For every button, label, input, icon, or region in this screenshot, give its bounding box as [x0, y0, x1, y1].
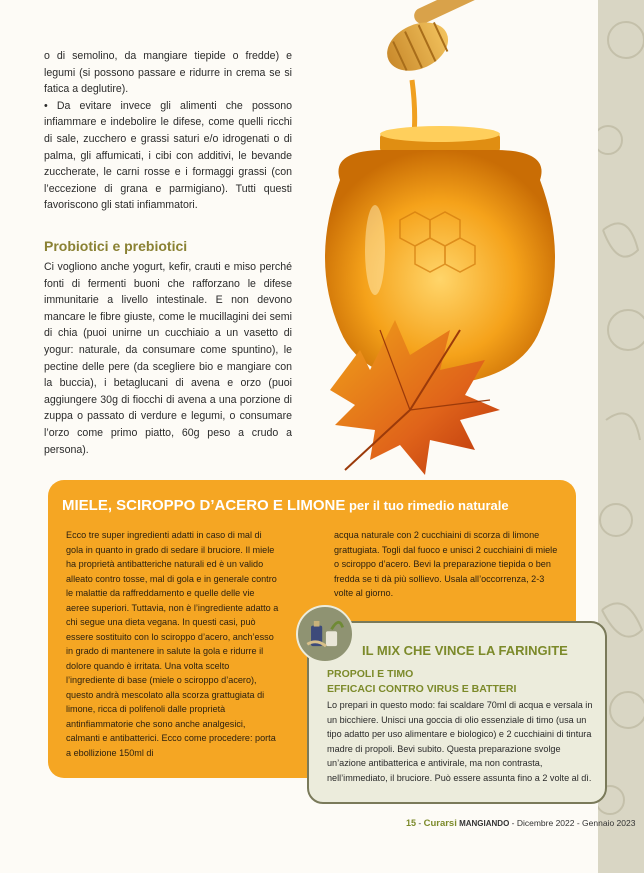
mix-box-title: IL MIX CHE VINCE LA FARINGITE — [362, 643, 568, 658]
page-footer — [406, 818, 635, 829]
intro-text — [44, 48, 292, 214]
probiotics-paragraph: Ci vogliono anche yogurt, kefir, crauti e miso perché fonti di fermenti buoni che rafforzano le difese immunitarie a livello intestinale. E non devono mancare le fibre giuste, come le mucillagini dei semi di chia (puoi unirne un cucchiaio a un vasetto di yogur: naturale, da consumare come spuntino), le pectine delle pere (da scegliere bio e mangiare con la buccia), i betaglucani di avena e orzo (puoi aggiungere 30g di fiocchi di avena a una porzione di zuppa o passato di verdure e legumi, o consumare l’orzo come primo piatto, 60g peso a crudo a persona). — [44, 261, 292, 456]
probiotics-heading: Probiotici e prebiotici — [44, 238, 188, 254]
honey-box-column-1: Ecco tre super ingredienti adatti in caso di mal di gola in quanto in grado di sedare il bruciore. Il miele ha proprietà antibatteriche naturali ed è un valido alleato contro tosse, mal di gola e in generale contro le malattie da raffreddamento e quelle delle vie aeree superiori. Tuttavia, non è l’ingrediente adatto a chi segue una dieta vegana. In questi casi, può essere sostituito con lo sciroppo d’acero, anch’esso in grado di mantenere in salute la gola e ridurre il dolore quando è irritata. Una volta scelto l’ingrediente di base (miele o sciroppo d’acero), questo andrà mescolato alla scorza grattugiata di limone, ricca di polifenoli dalle proprietà antinfiammatorie che sono anche analgesici, calmanti e antibatterici. Ecco come procedere: porta a ebollizione 150ml di — [66, 530, 279, 758]
honey-box-title-caps: MIELE, SCIROPPO D’ACERO E LIMONE — [62, 497, 346, 514]
intro-paragraph: o di semolino, da mangiare tiepide o fredde) e legumi (si possono passare e ridurre in crema se si fatica a deglutire). — [44, 50, 292, 96]
footer-brand: Curarsi — [423, 818, 457, 829]
probiotics-text — [44, 259, 292, 458]
footer-issue: - Dicembre 2022 - Gennaio 2023 — [509, 818, 636, 828]
honey-box-title — [62, 497, 562, 514]
page-number: 15 — [406, 818, 417, 828]
avoid-paragraph: • Da evitare invece gli alimenti che possono infiammare e indebolire le difese, come quelli ricchi di sale, zucchero e grassi saturi e/o idrogenati o di palma, gli affumicati, i cibi con additivi, le bevande zuccherate, le carni rosse e i formaggi grassi (con l’eccezione di grana e parmigiano). Tutti questi favoriscono gli stati infiammatori. — [44, 99, 292, 212]
footer-magazine: MANGIANDO — [456, 819, 510, 828]
mix-box-subtitle-1: PROPOLI E TIMO — [327, 668, 414, 680]
mix-box-body: Lo prepari in questo modo: fai scaldare 70ml di acqua e versala in un bicchiere. Unisci una goccia di olio essenziale di timo (usa un tipo adatto per uso alimentare e biologico) e 2 cucchiaini di tintura madre di propoli. Bevi subito. Questa preparazione svolge un’azione antibatterica e antivirale, ma non contrasta, nell’immediato, il bruciore. Può essere assunta fino a 2 volte al dì. — [327, 700, 593, 783]
footer-separator: - — [416, 818, 424, 828]
honey-box-title-rest: per il tuo rimedio naturale — [345, 498, 509, 513]
honey-box-column-2: acqua naturale con 2 cucchiaini di scorza di limone grattugiata. Togli dal fuoco e unisci 2 cucchiaini di miele o sciroppo d’acero. Bevi la preparazione tiepida o ben fredda se ti dà più sollievo. Usala all’occorrenza, 2-3 volte al giorno. — [334, 530, 558, 598]
herbs-bottles-icon — [296, 605, 354, 663]
honey-jar-photo — [300, 0, 598, 490]
mix-box-subtitle-2: EFFICACI CONTRO VIRUS E BATTERI — [327, 683, 517, 695]
